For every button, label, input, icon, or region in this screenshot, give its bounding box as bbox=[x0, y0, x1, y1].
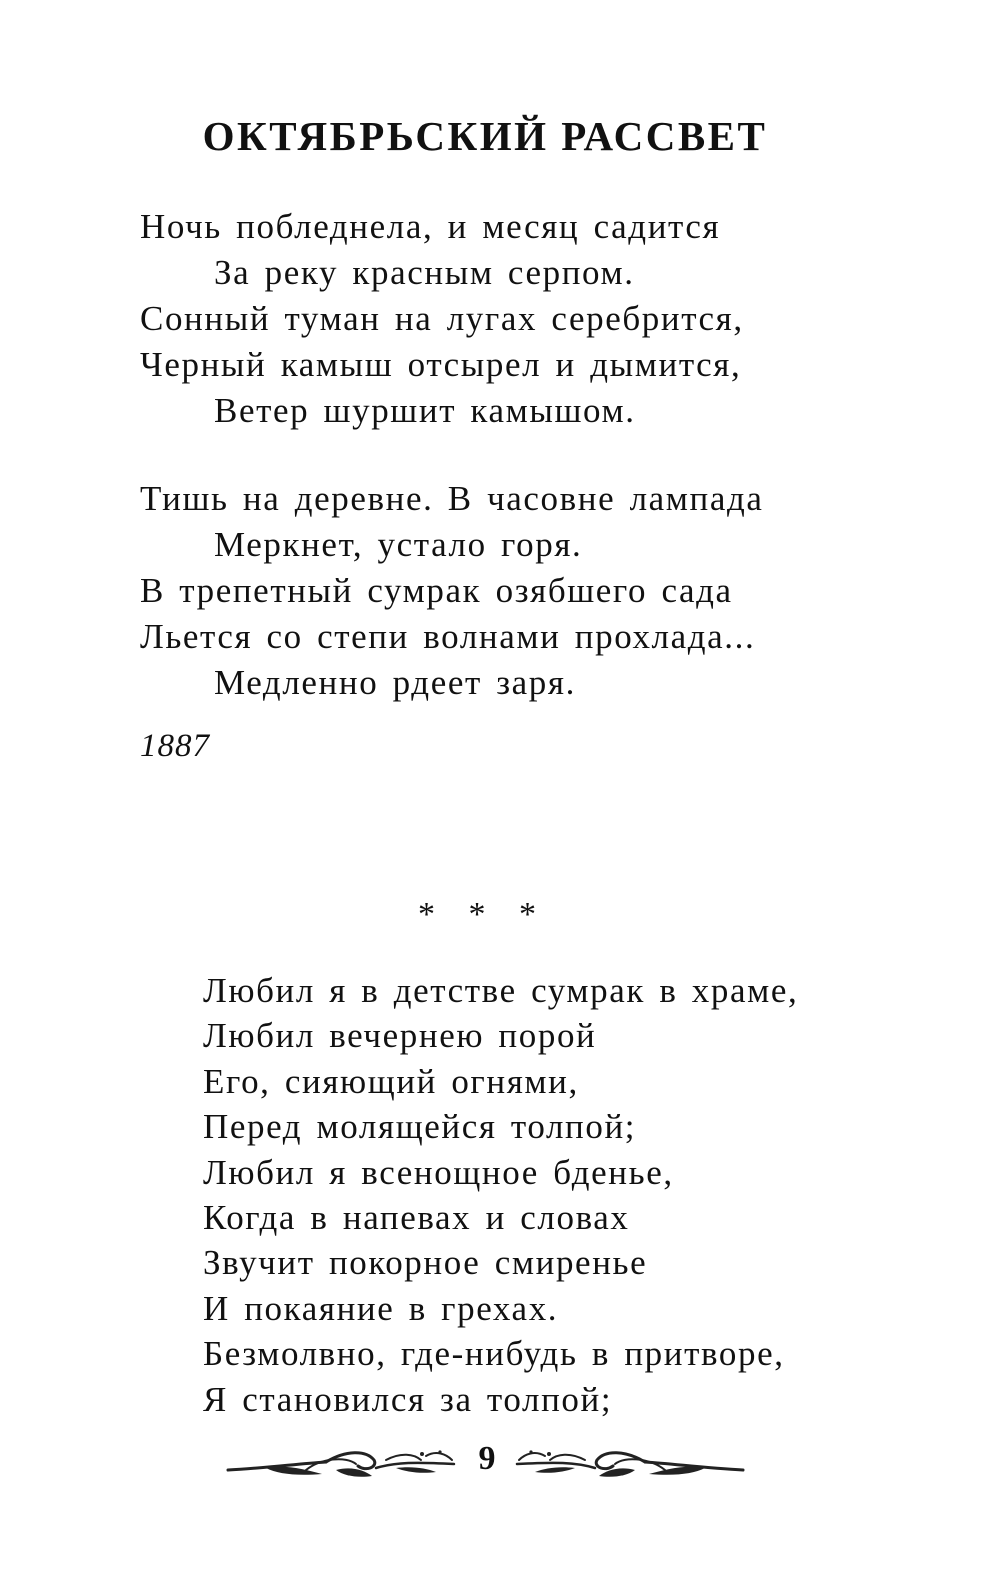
poem-date: 1887 bbox=[140, 728, 210, 764]
poem-line: Любил я в детстве сумрак в храме, bbox=[203, 971, 799, 1010]
poem-line: Ночь побледнела, и месяц садится bbox=[140, 207, 721, 246]
poem-line: Льется со степи волнами прохлада... bbox=[140, 617, 756, 656]
flourish-ornament-right-icon bbox=[515, 1440, 745, 1484]
poem-line: Ветер шуршит камышом. bbox=[214, 391, 636, 430]
poem-line: Тишь на деревне. В часовне лампада bbox=[140, 479, 764, 518]
poem-line: Звучит покорное смиренье bbox=[203, 1243, 648, 1283]
page-number: 9 bbox=[478, 1440, 496, 1477]
poem-2-stanza-1 bbox=[203, 968, 798, 1422]
poem-line: Черный камыш отсырел и дымится, bbox=[140, 345, 742, 384]
poem-line: В трепетный сумрак озябшего сада bbox=[140, 571, 733, 610]
poem-line: Меркнет, устало горя. bbox=[214, 525, 583, 564]
poem-line: И покаяние в грехах. bbox=[203, 1288, 559, 1328]
poem-line: Сонный туман на лугах серебрится, bbox=[140, 299, 744, 338]
poem-title: ОКТЯБРЬСКИЙ РАССВЕТ bbox=[202, 113, 768, 159]
untitled-poem-asterisks: * * * bbox=[418, 896, 538, 933]
poem-line: Медленно рдеет заря. bbox=[214, 663, 576, 702]
poem-1-stanza-1 bbox=[140, 204, 744, 434]
poem-line: Его, сияющий огнями, bbox=[203, 1061, 579, 1101]
poem-line: Я становился за толпой; bbox=[203, 1379, 613, 1419]
flourish-ornament-left-icon bbox=[226, 1440, 456, 1484]
poem-line: Когда в напевах и словах bbox=[203, 1197, 630, 1237]
poem-line: За реку красным серпом. bbox=[214, 253, 635, 292]
poem-line: Безмолвно, где-нибудь в притворе, bbox=[203, 1334, 785, 1374]
poem-line: Любил я всенощное бденье, bbox=[203, 1152, 674, 1192]
poem-1-stanza-2 bbox=[140, 476, 764, 706]
poem-line: Перед молящейся толпой; bbox=[203, 1107, 637, 1147]
poem-line: Любил вечернею порой bbox=[203, 1016, 597, 1056]
